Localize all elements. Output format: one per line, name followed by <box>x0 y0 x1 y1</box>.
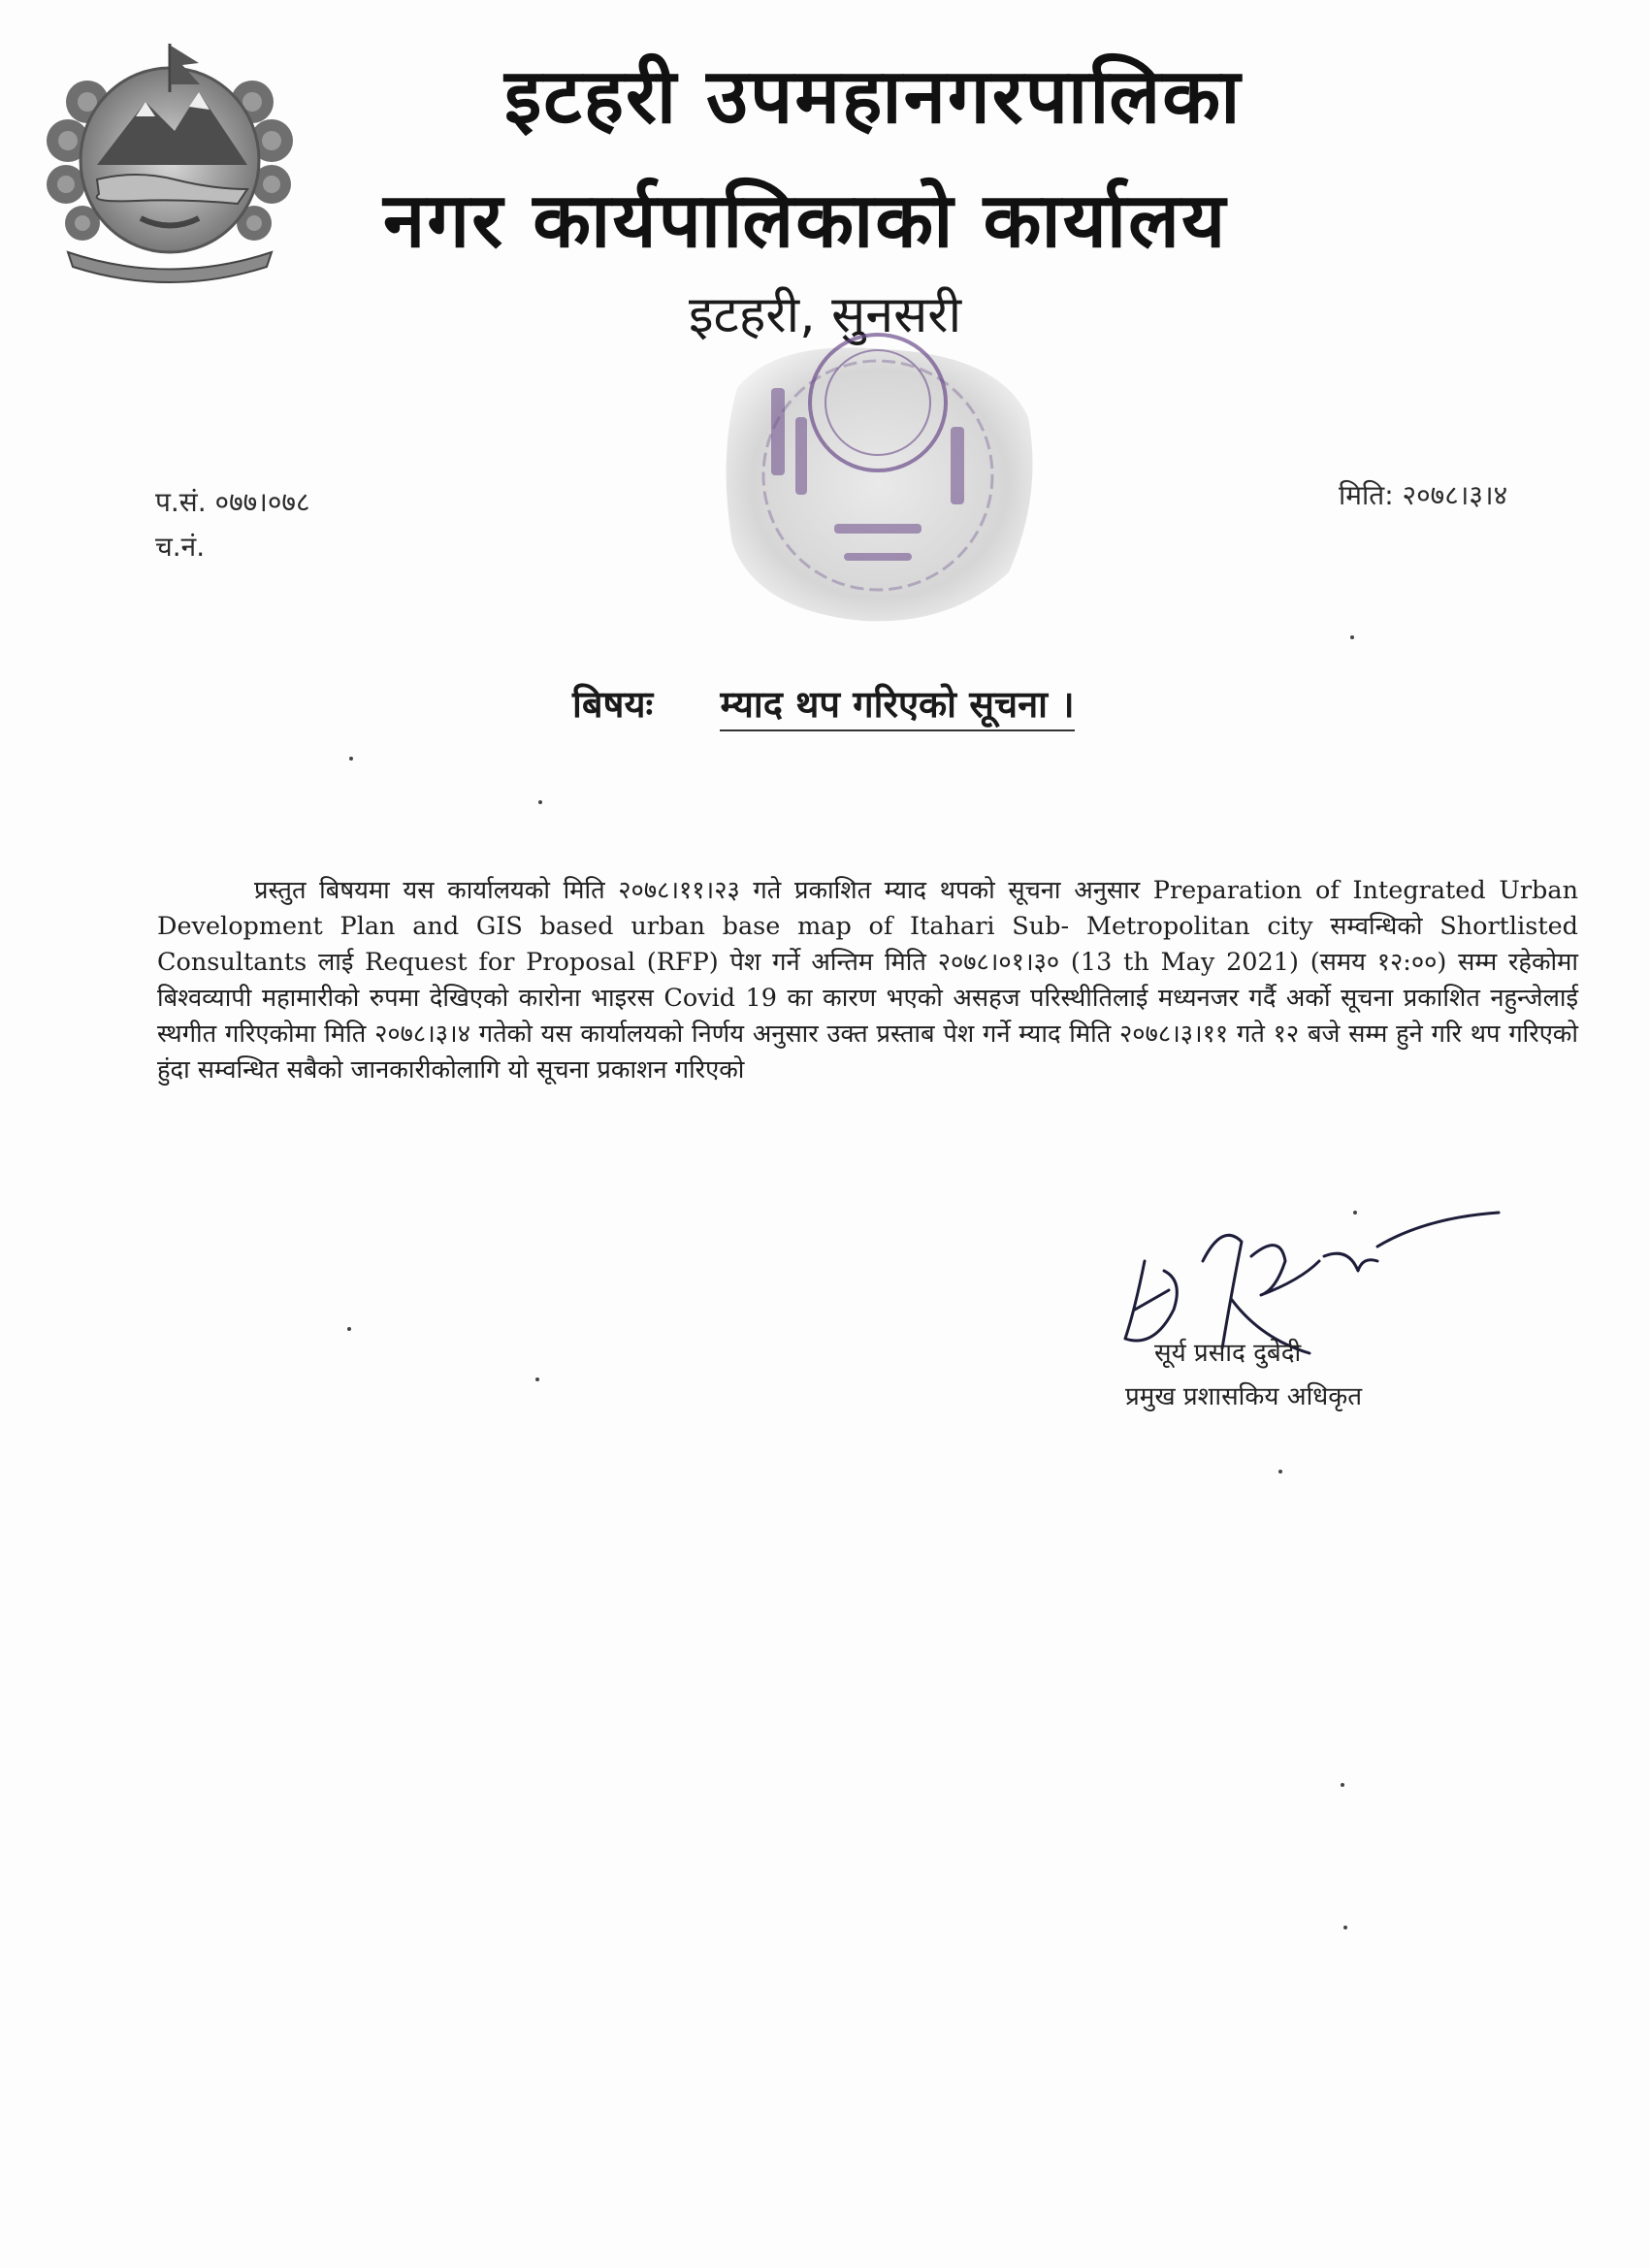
scan-speck <box>1343 1926 1347 1929</box>
subject-line <box>572 675 1075 733</box>
scan-speck <box>1278 1470 1282 1474</box>
reference-block <box>155 480 310 569</box>
nepal-emblem-logo <box>29 34 306 286</box>
signatory-name: सूर्य प्रसाद दुबेदी <box>1154 1339 1302 1368</box>
office-location: इटहरी, सुनसरी <box>689 286 962 344</box>
subject-label: बिषयः <box>572 683 654 726</box>
scan-speck <box>1350 635 1354 639</box>
document-date: मिति: २०७८।३।४ <box>1339 479 1508 511</box>
official-stamp <box>718 330 1048 631</box>
notice-body-paragraph: प्रस्तुत बिषयमा यस कार्यालयको मिति २०७८।११।२३ गते प्रकाशित म्याद थपको सूचना अनुसार Preparation of Integrated Urban Development Plan and GIS based urban base map of Itahari Sub- Metropolitan city सम्वन्धिको Shortlisted Consultants लाई Request for Proposal (RFP) पेश गर्ने अन्तिम मिति २०७८।०१।३० (13 th May 2021) (समय १२:००) सम्म रहेकोमा बिश्वव्यापी महामारीको रुपमा देखिएको कारोना भाइरस Covid 19 का कारण भएको असहज परिस्थीतिलाई मध्यनजर गर्दै अर्को सूचना प्रकाशित नहुन्जेलाई स्थगीत गरिएकोमा मिति २०७८।३।४ गतेको यस कार्यालयको निर्णय अनुसार उक्त प्रस्ताब पेश गर्ने म्याद मिति २०७८।३।११ गते १२ बजे सम्म हुने गरि थप गरिएको हुंदा सम्वन्धित सबैको जानकारीकोलागि यो सूचना प्रकाशन गरिएको <box>157 876 1578 1085</box>
scan-speck <box>1353 1211 1357 1215</box>
scan-speck <box>535 1377 539 1381</box>
scan-speck <box>349 757 353 761</box>
reference-number: प.सं. ०७७।०७८ <box>155 486 310 518</box>
office-name-heading: इटहरी उपमहानगरपालिका <box>504 53 1243 141</box>
scan-speck <box>1341 1783 1344 1787</box>
subject-text: म्याद थप गरिएको सूचना । <box>720 683 1074 731</box>
scan-speck <box>347 1327 351 1331</box>
dispatch-number: च.नं. <box>155 531 206 563</box>
office-subtitle-heading: नगर कार्यपालिकाको कार्यालय <box>383 178 1228 265</box>
signatory-title: प्रमुख प्रशासकिय अधिकृत <box>1125 1382 1363 1411</box>
scan-speck <box>538 800 542 804</box>
